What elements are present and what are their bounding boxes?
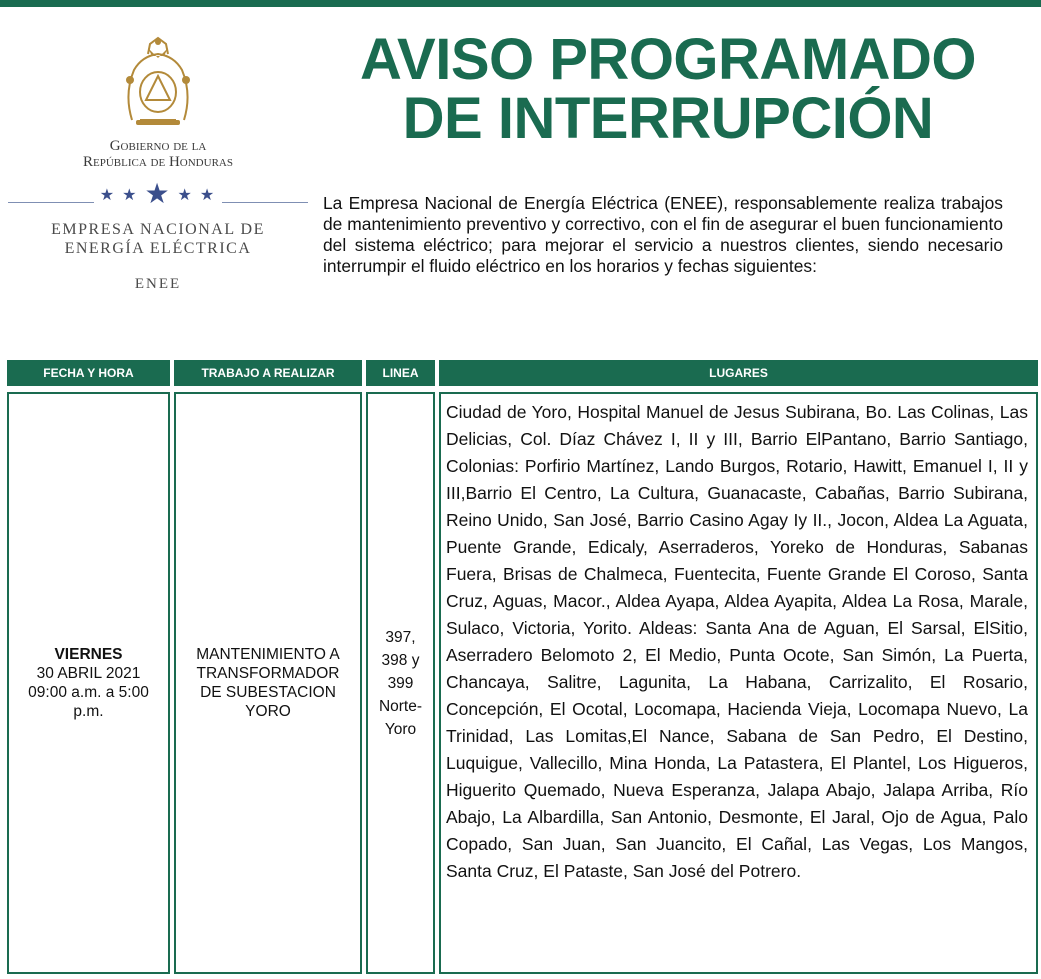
title-line-2: DE INTERRUPCIÓN xyxy=(402,86,934,151)
cell-lugares: Ciudad de Yoro, Hospital Manuel de Jesus Subirana, Bo. Las Colinas, Las Delicias, Col. Díaz Chávez I, II y III, Barrio ElPantano, Barrio Santiago, Colonias: Porfirio Martínez, Lando Burgos, Rotario, Hawitt, Emanuel I, II y III,Barrio El Centro, La Cultura, Guanacaste, Cabañas, Barrio Subirana, Reino Unido, San José, Barrio Casino Agay Iy II., Jocon, Aldea La Aguata, Puente Grande, Edicaly, Aserraderos, Yoreko de Honduras, Sabanas Fuera, Brisas de Chalmeca, Fuentecita, Fuente Grande El Coroso, Santa Cruz, Aguas, Macor., Aldea Ayapa, Aldea Ayapita, Aldea La Rosa, Marale, Sulaco, Victoria, Yorito. Aldeas: Santa Ana de Aguan, El Sarsal, ElSitio, Aserradero Belomoto 2, El Medio, Punta Ocote, San Simón, La Puerta, Chancaya, Salitre, Lagunita, La Habana, Carrizalito, El Rosario, Concepción, El Ocotal, Locomapa, Hacienda Vieja, Locomapa Nuevo, La Trinidad, Las Lomitas,El Nance, Sabana de San Pedro, El Destino, Luquigue, Vallecillo, Mina Honda, La Patastera, El Plantel, Los Higueros, Higuerito Quemado, Nueva Esperanza, Jalapa Abajo, Jalapa Arriba, Río Abajo, La Albardilla, San Antonio, Desmonte, El Jaral, Ojo de Agua, Palo Copado, San Juan, San Juancito, El Cañal, Las Vegas, Los Mangos, Santa Cruz, El Pataste, San José del Potrero. xyxy=(439,392,1038,974)
star-icon: ★ xyxy=(177,187,200,204)
star-icons xyxy=(8,178,308,209)
header-fecha-hora: FECHA Y HORA xyxy=(7,360,170,386)
cell-time: 09:00 a.m. a 5:00 p.m. xyxy=(28,684,149,720)
cell-fecha-hora xyxy=(7,392,170,974)
coat-of-arms-icon xyxy=(118,34,198,130)
government-line-2: República de Honduras xyxy=(83,154,233,170)
star-icon: ★ xyxy=(144,178,178,209)
cell-date: 30 ABRIL 2021 xyxy=(36,665,141,682)
header-lugares: LUGARES xyxy=(439,360,1038,386)
cell-trabajo xyxy=(174,392,362,974)
top-accent-bar xyxy=(0,0,1041,7)
company-line-1: EMPRESA NACIONAL DE xyxy=(51,221,265,238)
header-linea: LINEA xyxy=(366,360,435,386)
cell-line: 397, 398 y 399 Norte-Yoro xyxy=(378,628,423,738)
enee-logo-block xyxy=(8,34,308,293)
government-line-1: Gobierno de la xyxy=(109,138,207,154)
star-icon: ★ xyxy=(199,187,223,204)
cell-linea xyxy=(366,392,435,974)
star-icon: ★ xyxy=(94,187,122,204)
company-line-2: ENERGÍA ELÉCTRICA xyxy=(64,240,252,257)
company-abbreviation: ENEE xyxy=(134,276,182,292)
cell-day: VIERNES xyxy=(54,646,123,663)
intro-paragraph: La Empresa Nacional de Energía Eléctrica (ENEE), responsablemente realiza trabajos de mantenimiento preventivo y correctivo, con el fin de asegurar el buen funcionamiento del sistema eléctrico; para mejorar el servicio a nuestros clientes, siendo necesario interrumpir el fluido eléctrico en los horarios y fechas siguientes: xyxy=(323,193,1003,276)
title-line-1: AVISO PROGRAMADO xyxy=(359,27,977,92)
stars-divider xyxy=(8,178,308,212)
notice-title xyxy=(318,27,1018,151)
cell-work: MANTENIMIENTO A TRANSFORMADOR DE SUBESTACION YORO xyxy=(196,646,340,720)
star-icon: ★ xyxy=(122,187,145,204)
header-trabajo: TRABAJO A REALIZAR xyxy=(174,360,362,386)
